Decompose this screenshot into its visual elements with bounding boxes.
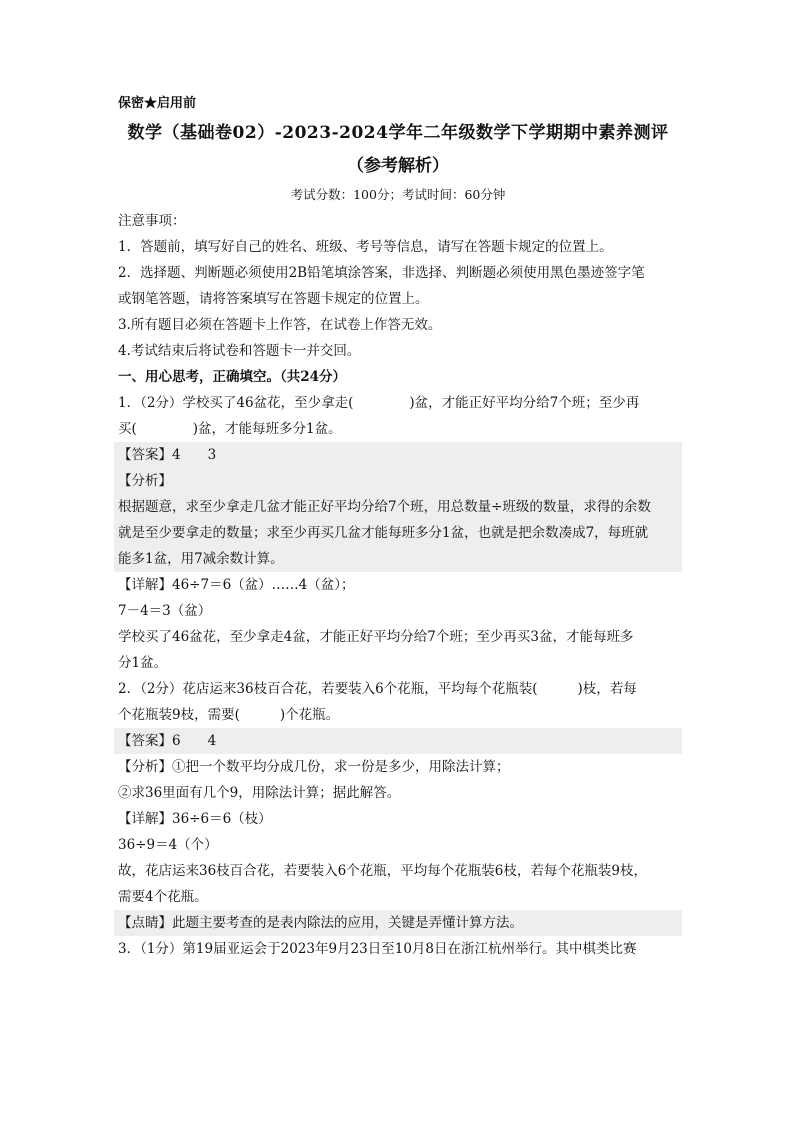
notes-heading: 注意事项： [118,213,186,229]
analysis-text: 能多1盆，用7减余数计算。 [118,551,284,567]
detail-text: 36÷6＝6（枝） [172,811,272,827]
detail-line [118,806,678,832]
detail-text: 46÷7＝6（盆）……4（盆）； [172,577,355,593]
note-item: 1．答题前，填写好自己的姓名、班级、考号等信息，请写在答题卡规定的位置上。 [118,239,613,255]
analysis-text: 就是至少要拿走的数量；求至少再买几盆才能每班多分1盆，也就是把余数凑成7，每班就 [118,525,649,541]
comment-block [114,910,682,936]
exam-meta: 考试分数：100分；考试时间：60分钟 [290,187,506,202]
detail-text: 故，花店运来36枝百合花，若要装入6个花瓶，平均每个花瓶装6枝，若每个花瓶装9枝， [118,863,647,879]
answer-block [114,442,682,572]
question-text: )枝，若每 [577,681,637,697]
confidential-label: 保密★启用前 [118,96,197,111]
analysis-text: 根据题意，求至少拿走几盆才能正好平均分给7个班，用总数量÷班级的数量，求得的余数 [118,499,651,515]
question-text: )个花瓶。 [279,707,340,723]
answer-line [118,728,682,754]
analysis-line [118,754,678,780]
question-text: )盆，才能正好平均分给7个班；至少再 [409,395,640,411]
detail-text: 36÷9＝4（个） [118,837,218,853]
comment-line [118,910,682,936]
question-3-line: 3．（1分）第19届亚运会于2023年9月23日至10月8日在浙江杭州举行。其中棋类比赛 [118,941,637,957]
section-heading: 一、用心思考，正确填空。（共24分） [118,369,347,385]
page-title: 数学（基础卷02）-2023-2024学年二年级数学下学期期中素养测评 [127,123,669,143]
question-text: 2．（2分）花店运来36枝百合花，若要装入6个花瓶，平均每个花瓶装( [118,681,538,697]
analysis-text: ②求36里面有几个9，用除法计算；据此解答。 [118,785,401,801]
detail-text: 分1盆。 [118,655,168,671]
page-subtitle: （参考解析） [347,156,449,176]
detail-label: 【详解】 [118,577,172,593]
question-2-line [118,702,678,728]
question-text: 个花瓶装9枝，需要( [118,707,240,723]
answer-label: 【答案】 [118,447,172,463]
note-item: 2．选择题、判断题必须使用2B铅笔填涂答案，非选择、判断题必须使用黑色墨迹签字笔 [118,265,645,281]
detail-label: 【详解】 [118,811,172,827]
answer-value: 6 4 [172,733,217,749]
analysis-label: 【分析】 [118,473,172,489]
detail-line [118,572,678,598]
note-item: 4.考试结束后将试卷和答题卡一并交回。 [118,343,361,359]
answer-block [114,728,682,754]
question-text: 买( [118,421,137,437]
detail-text: 7－4＝3（盆） [118,603,212,619]
document-page [118,92,678,962]
question-2-line [118,676,678,702]
answer-value: 4 3 [172,447,217,463]
analysis-label: 【分析】 [118,759,172,775]
question-1-line [118,390,678,416]
comment-text: 此题主要考查的是表内除法的应用，关键是弄懂计算方法。 [172,915,523,931]
analysis-text: ①把一个数平均分成几份，求一份是多少，用除法计算； [172,759,510,775]
detail-text: 需要4个花瓶。 [118,889,208,905]
question-text: 1．（2分）学校买了46盆花，至少拿走( [118,395,354,411]
comment-label: 【点睛】 [118,915,172,931]
answer-label: 【答案】 [118,733,172,749]
question-text: )盆，才能每班多分1盆。 [192,421,342,437]
note-item: 或钢笔答题，请将答案填写在答题卡规定的位置上。 [118,291,429,307]
note-item: 3.所有题目必须在答题卡上作答，在试卷上作答无效。 [118,317,442,333]
detail-text: 学校买了46盆花，至少拿走4盆，才能正好平均分给7个班；至少再买3盆，才能每班多 [118,629,634,645]
answer-line [118,442,682,468]
question-1-line [118,416,678,442]
